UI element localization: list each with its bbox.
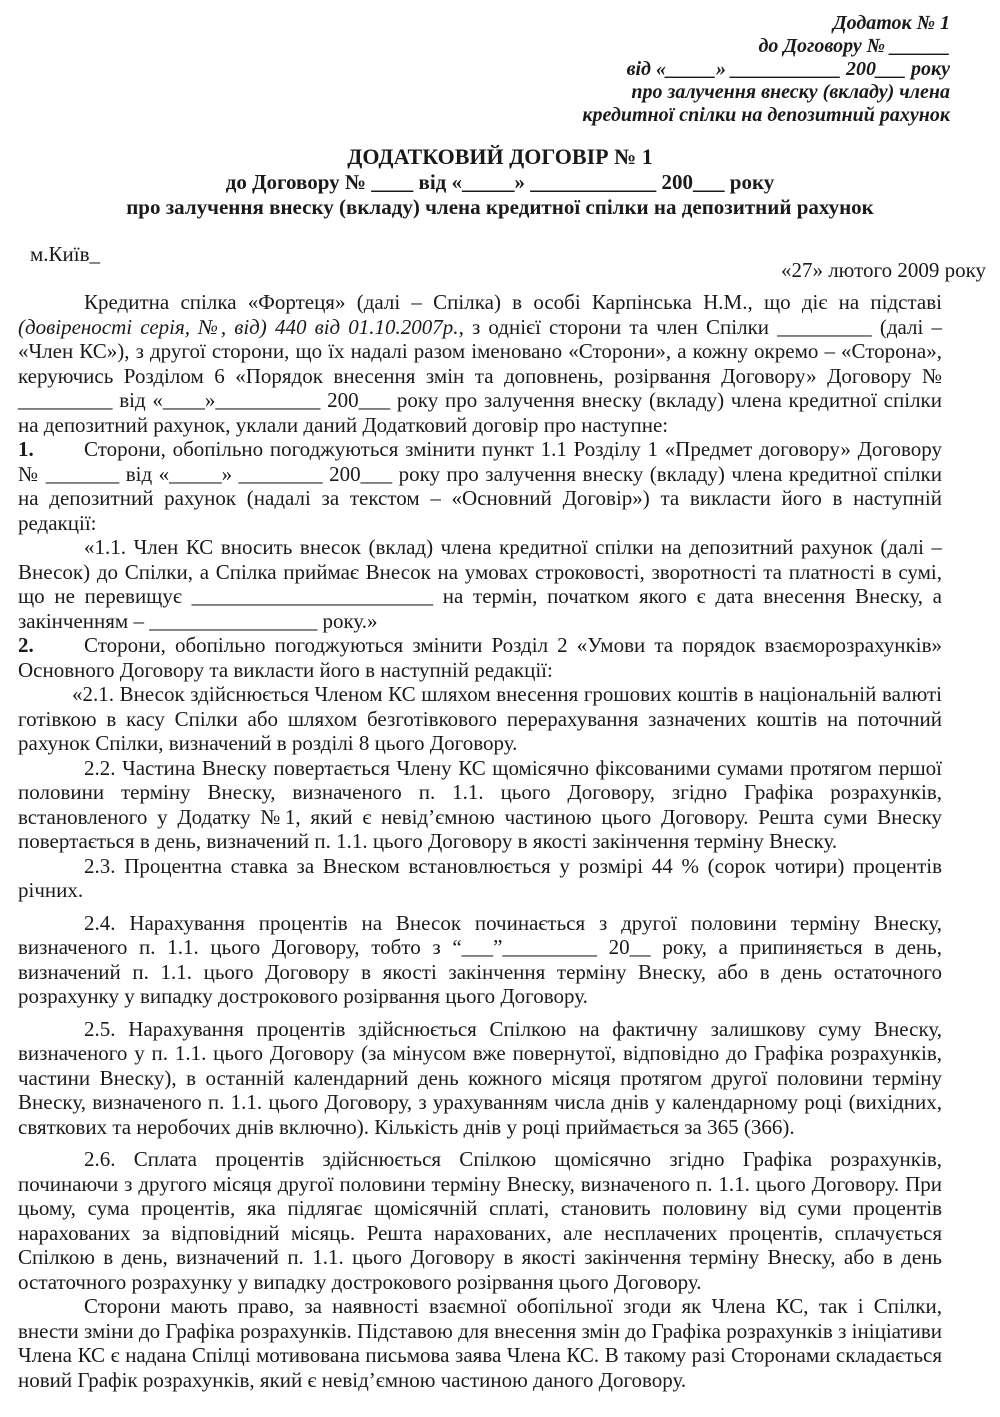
- appendix-contract-ref: до Договору № ______: [758, 35, 950, 57]
- appendix-subject-line2: кредитної спілки на депозитний рахунок: [582, 104, 950, 126]
- clause-2: [18, 633, 942, 682]
- document-heading: [0, 143, 1000, 220]
- preamble-text-a: Кредитна спілка «Фортеця» (далі – Спілка) в особі Карпінська Н.М., що діє на підставі: [84, 290, 942, 314]
- clause-1-number: 1.: [18, 437, 34, 461]
- appendix-subject-line1: про залучення внеску (вкладу) члена: [631, 81, 950, 103]
- clause-2-4: 2.4. Нарахування процентів на Внесок починається з другої половини терміну Внеску, визначеного п. 1.1. цього Договору, тобто з “___”_________ 20__ року, а припиняється в день, визначений п. 1.1. цього Договору в якості закінчення терміну Внеску, або в день остаточного розрахунку у випадку дострокового розірвання цього Договору.: [18, 910, 942, 1008]
- clause-1-text: Сторони, обопільно погоджуються змінити пункт 1.1 Розділу 1 «Предмет договору» Договору № _______ від «_____» ________ 200___ року про залучення внеску (вкладу) члена кредитної спілки на депозитний рахунок (надалі за текстом – «Основний Договір») та викласти його в наступній редакції:: [18, 437, 942, 535]
- clause-2-3: 2.3. Процентна ставка за Внеском встановлюється у розмірі 44 % (сорок чотири) процентів річних.: [18, 853, 942, 902]
- clause-2-2: 2.2. Частина Внеску повертається Члену КС щомісячно фіксованими сумами протягом першої половини терміну Внеску, визначеного п. 1.1. цього Договору, згідно Графіка розрахунків, встановленого у Додатку №1, який є невід’ємною частиною цього Договору. Решта суми Внеску повертається в день, визначений п. 1.1. цього Договору в якості закінчення терміну Внеску.: [18, 755, 942, 853]
- clause-2-number: 2.: [18, 633, 34, 657]
- clause-2-1: «2.1. Внесок здійснюється Членом КС шляхом внесення грошових коштів в національній валюті готівкою в касу Спілки або шляхом безготівкового перерахування зазначених коштів на поточний рахунок Спілки, визначений в розділі 8 цього Договору.: [18, 682, 942, 755]
- preamble-paragraph: [18, 290, 942, 437]
- document-subject: про залучення внеску (вкладу) члена кредитної спілки на депозитний рахунок: [126, 195, 874, 219]
- appendix-number: Додаток № 1: [832, 12, 950, 34]
- preamble-power-of-attorney: (довіреності серія, №, від) 440 від 01.10.2007р.: [18, 314, 459, 339]
- clause-2-7: Сторони мають право, за наявності взаємної обопільної згоди як Члена КС, так і Спілки, внести зміни до Графіка розрахунків. Підставою для внесення змін до Графіка розрахунків з ініціативи Члена КС є надана Спілці мотивована письмова заява Члена КС. В такому разі Сторонами складається новий Графік розрахунків, який є невід’ємною частиною даного Договору.: [18, 1294, 942, 1392]
- appendix-reference: [582, 12, 950, 127]
- clause-2-text: Сторони, обопільно погоджуються змінити Розділ 2 «Умови та порядок взаєморозрахунків» Основного Договору та викласти його в наступній редакції:: [18, 633, 942, 682]
- document-title: ДОДАТКОВИЙ ДОГОВІР № 1: [347, 144, 653, 169]
- preamble-text-c: , з однієї сторони та член Спілки _________ (далі – «Член КС»), з другої сторони, що їх надалі разом іменовано «Сторони», а кожну окремо – «Сторона», керуючись Розділом 6 «Порядок внесення змін та доповнень, розірвання Договору» Договору № _________ від «____»__________ 200___ року про залучення внеску (вкладу) члена кредитної спілки на депозитний рахунок, уклали даний Додатковий договір про наступне:: [18, 314, 942, 437]
- signing-date: «27» лютого 2009 року: [780, 258, 986, 282]
- clause-1: [18, 437, 942, 535]
- appendix-date-line: від «_____» ___________ 200___ року: [626, 58, 950, 80]
- clause-2-5: 2.5. Нарахування процентів здійснюється Спілкою на фактичну залишкову суму Внеску, визначеного у п. 1.1. цього Договору (за мінусом вже повернутої, відповідно до Графіка розрахунків, частини Внеску), в останній календарний день кожного місяця протягом другої половини терміну Внеску, визначеного п. 1.1. цього Договору, з урахуванням числа днів у календарному році (вихідних, святкових та неробочих днів включно). Кількість днів у році приймається за 365 (366).: [18, 1016, 942, 1139]
- document-body: [18, 290, 942, 1392]
- place-of-signing: м.Київ_: [30, 242, 101, 266]
- document-subtitle: до Договору № ____ від «_____» ____________ 200___ року: [225, 170, 775, 194]
- clause-2-6: 2.6. Сплата процентів здійснюється Спілкою щомісячно згідно Графіка розрахунків, починаючи з другого місяця другої половини терміну Внеску, визначеного п. 1.1. цього Договору. При цьому, сума процентів, яка підлягає щомісячній сплаті, становить половину від суми процентів нарахованих за відповідний місяць. Решта нарахованих, але несплачених процентів, сплачується Спілкою в день, визначений п. 1.1. цього Договору в якості закінчення терміну Внеску, або в день остаточного розрахунку у випадку дострокового розірвання цього Договору.: [18, 1147, 942, 1294]
- clause-1-quote: «1.1. Член КС вносить внесок (вклад) члена кредитної спілки на депозитний рахунок (далі – Внесок) до Спілки, а Спілка приймає Внесок на умовах строковості, зворотності та платності в сумі, що не перевищує _______________________ на термін, початком якого є дата внесення Внеску, а закінченням – ________________ року.»: [18, 535, 942, 633]
